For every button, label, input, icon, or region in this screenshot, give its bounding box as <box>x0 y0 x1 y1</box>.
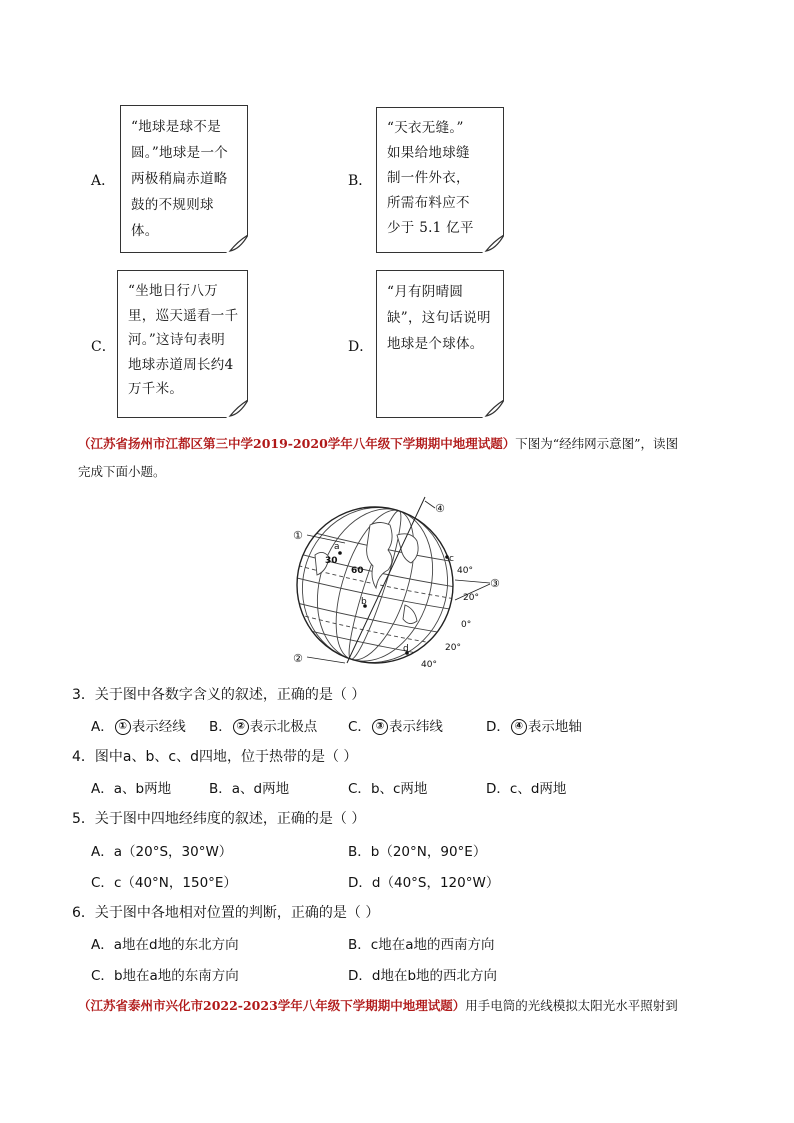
note-text: “地球是球不是 圆。”地球是一个 两极稍扁赤道略 鼓的不规则球体。 <box>131 119 229 239</box>
label-lat-20n: 20° <box>463 593 479 603</box>
source-title: （江苏省扬州市江都区第三中学2019-2020学年八年级下学期期中地理试题） <box>78 436 516 451</box>
label-lat-0: 0° <box>461 620 472 630</box>
answer-option[interactable]: B． ② 表示北极点 <box>209 719 318 735</box>
option-letter: B． <box>348 173 373 189</box>
option-letter: A． <box>91 173 116 189</box>
question-stem: 3．关于图中各数字含义的叙述，正确的是（ ） <box>72 687 366 703</box>
note-text: “月有阴晴圆 缺”，这句话说明 地球是个球体。 <box>387 284 491 352</box>
label-lat-40n: 40° <box>457 566 473 576</box>
question-stem: 6．关于图中各地相对位置的判断，正确的是（ ） <box>72 905 380 921</box>
answer-option[interactable]: A．a、b两地 <box>91 781 172 797</box>
source-instruction: 下图为“经纬网示意图”，读图 <box>515 436 679 451</box>
label-c: c <box>449 554 454 564</box>
circled-number: ③ <box>372 719 388 735</box>
question-stem: 5．关于图中四地经纬度的叙述，正确的是（ ） <box>72 811 366 827</box>
note-text: “天衣无缝。” 如果给地球缝 制一件外衣， 所需布料应不 少于 5.1 亿平 <box>387 120 474 236</box>
label-3: ③ <box>490 577 500 590</box>
circled-number: ① <box>115 719 131 735</box>
label-lat-40s: 40° <box>421 660 437 670</box>
answer-option[interactable]: C．b、c两地 <box>348 781 428 797</box>
answer-option[interactable]: B．a、d两地 <box>209 781 290 797</box>
label-d: d <box>403 644 409 654</box>
source-intro-2 <box>78 992 758 1020</box>
answer-option[interactable]: B．c地在a地的西南方向 <box>348 937 495 953</box>
label-4: ④ <box>435 502 445 515</box>
answer-option[interactable]: D．d（40°S，120°W） <box>348 875 500 891</box>
page-fold-icon <box>226 235 248 253</box>
source-instruction: 用手电筒的光线模拟太阳光水平照射到 <box>465 998 678 1013</box>
source-title: （江苏省泰州市兴化市2022-2023学年八年级下学期期中地理试题） <box>78 998 466 1013</box>
label-lon-30: 30 <box>325 556 338 566</box>
page-fold-icon <box>226 400 248 418</box>
label-2: ② <box>293 652 303 665</box>
note-card <box>376 270 504 418</box>
answer-option[interactable]: C．c（40°N，150°E） <box>91 875 237 891</box>
label-a: a <box>334 542 340 552</box>
option-letter: C． <box>91 339 116 355</box>
answer-option[interactable]: D． ④ 表示地轴 <box>486 719 582 735</box>
answer-option[interactable]: D．d地在b地的西北方向 <box>348 968 498 984</box>
note-card <box>117 270 248 418</box>
answer-option[interactable]: C．b地在a地的东南方向 <box>91 968 239 984</box>
label-1: ① <box>293 529 303 542</box>
label-b: b <box>361 597 367 607</box>
note-card <box>120 105 248 253</box>
answer-option[interactable]: B．b（20°N，90°E） <box>348 844 487 860</box>
source-intro <box>78 430 758 486</box>
circled-number: ④ <box>511 719 527 735</box>
answer-option[interactable]: A． ① 表示经线 <box>91 719 186 735</box>
note-card <box>376 107 504 253</box>
page-fold-icon <box>482 400 504 418</box>
answer-option[interactable]: C． ③ 表示纬线 <box>348 719 443 735</box>
answer-option[interactable]: D．c、d两地 <box>486 781 567 797</box>
label-lat-20s: 20° <box>445 643 461 653</box>
answer-option[interactable]: A．a（20°S，30°W） <box>91 844 233 860</box>
source-instruction-cont: 完成下面小题。 <box>78 464 166 479</box>
graticule-globe-diagram <box>285 495 515 675</box>
page-fold-icon <box>482 235 504 253</box>
option-letter: D． <box>348 339 374 355</box>
answer-option[interactable]: A．a地在d地的东北方向 <box>91 937 239 953</box>
note-text: “坐地日行八万 里，巡天遥看一千 河。”这诗句表明 地球赤道周长约4 万千米。 <box>128 283 239 397</box>
question-stem: 4．图中a、b、c、d四地，位于热带的是（ ） <box>72 749 358 765</box>
label-lon-60: 60 <box>351 566 364 576</box>
circled-number: ② <box>233 719 249 735</box>
